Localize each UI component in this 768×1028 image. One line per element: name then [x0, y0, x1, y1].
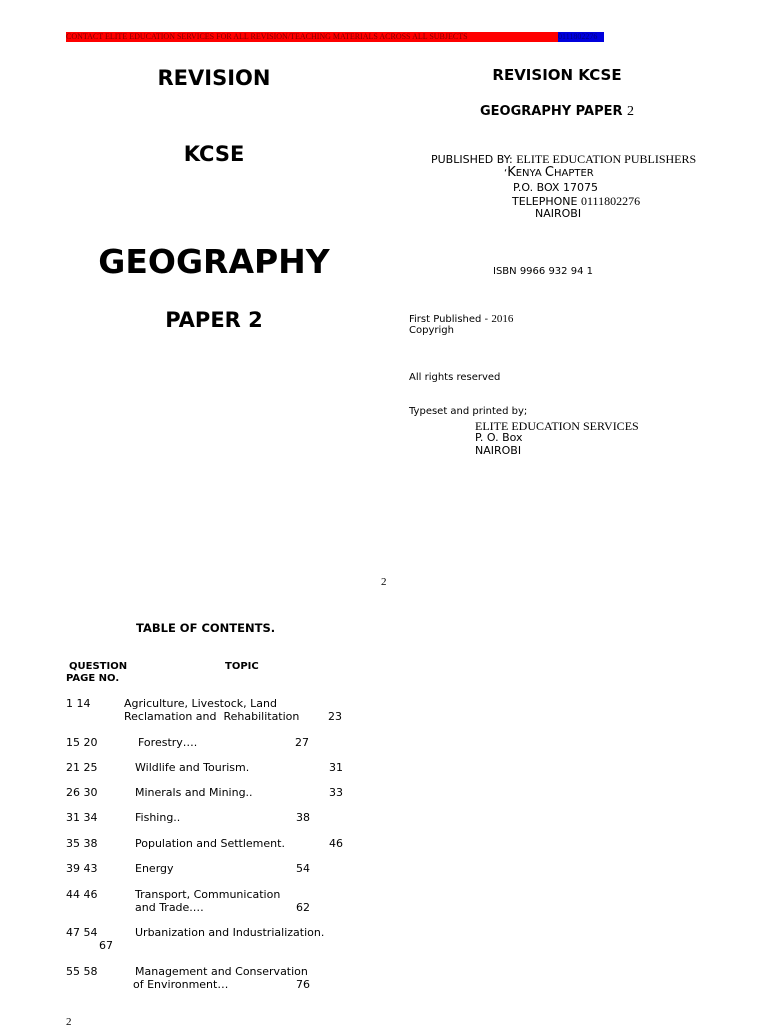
toc-topic: Energy	[135, 862, 174, 875]
banner-red-strip: CONTACT ELITE EDUCATION SERVICES FOR ALL REVISION/TEACHING MATERIALS ACROSS ALL SUBJECTS	[66, 32, 558, 42]
toc-topic-line2: and Trade.…	[135, 901, 204, 914]
po-box: P.O. BOX 17075	[513, 181, 598, 194]
toc-page: 33	[329, 786, 343, 799]
subtitle-text: GEOGRAPHY PAPER	[479, 104, 628, 119]
toc-page: 54	[296, 862, 310, 875]
toc-question-range: 47 54	[66, 926, 98, 939]
published-by-label: PUBLISHED BY:	[431, 153, 517, 166]
toc-page: 38	[296, 811, 310, 824]
page-number: 2	[381, 576, 387, 588]
toc-question-range: 26 30	[66, 786, 98, 799]
toc-heading: TABLE OF CONTENTS.	[136, 621, 276, 635]
first-published-year: 2016	[491, 313, 514, 325]
toc-topic: Population and Settlement.	[135, 837, 285, 850]
cover-title-geography: GEOGRAPHY	[98, 242, 330, 281]
chapter-c: C	[544, 165, 554, 180]
banner-blue-strip: 0111802276	[558, 32, 604, 42]
typeset-po-box: P. O. Box	[475, 431, 523, 444]
toc-topic: Minerals and Mining..	[135, 786, 253, 799]
toc-col-page: PAGE NO.	[66, 673, 120, 684]
first-published	[409, 313, 513, 325]
all-rights-reserved: All rights reserved	[409, 372, 501, 383]
toc-col-topic: TOPIC	[225, 661, 259, 672]
toc-question-range: 39 43	[66, 862, 98, 875]
toc-page: 31	[329, 761, 343, 774]
chapter-hapter: HAPTER	[553, 168, 594, 179]
cover-title-paper: PAPER 2	[165, 308, 263, 332]
city: NAIROBI	[535, 207, 582, 220]
cover-title-kcse: KCSE	[183, 142, 245, 166]
telephone-value: 0111802276	[581, 194, 641, 208]
toc-topic-line2: Reclamation and Rehabilitation	[124, 710, 300, 723]
typeset-city: NAIROBI	[475, 444, 522, 457]
typeset-label: Typeset and printed by;	[409, 406, 528, 417]
toc-topic: Agriculture, Livestock, Land	[124, 697, 277, 710]
subtitle-number: 2	[627, 104, 635, 119]
toc-page: 62	[296, 901, 310, 914]
toc-topic: Management and Conservation	[135, 965, 308, 978]
telephone-label: TELEPHONE	[512, 195, 581, 208]
toc-question-range: 44 46	[66, 888, 98, 901]
toc-question-range: 31 34	[66, 811, 98, 824]
cover-title-revision: REVISION	[157, 66, 271, 90]
toc-col-question: QUESTION	[69, 661, 128, 672]
published-by-value: ELITE EDUCATION PUBLISHERS	[516, 152, 697, 166]
chapter-k: K	[507, 165, 516, 180]
toc-topic-line2: of Environment…	[133, 978, 229, 991]
toc-topic: Transport, Communication	[135, 888, 281, 901]
page-number-bottom: 2	[66, 1016, 72, 1028]
first-published-label: First Published -	[409, 314, 492, 325]
toc-question-range: 35 38	[66, 837, 98, 850]
toc-question-range: 1 14	[66, 697, 91, 710]
contact-banner	[66, 32, 604, 42]
isbn: ISBN 9966 932 94 1	[493, 266, 593, 277]
chapter-line	[504, 165, 594, 180]
toc-page: 23	[328, 710, 342, 723]
toc-topic: Fishing..	[135, 811, 181, 824]
copyright-word: Copyrigh	[409, 325, 454, 336]
typeset-name: ELITE EDUCATION SERVICES	[475, 419, 639, 433]
publisher-subtitle	[400, 104, 714, 120]
toc-page: 67	[99, 939, 113, 952]
toc-page: 46	[329, 837, 343, 850]
toc-page: 76	[296, 978, 310, 991]
toc-question-range: 21 25	[66, 761, 98, 774]
toc-topic: Forestry….	[138, 736, 198, 749]
toc-question-range: 15 20	[66, 736, 98, 749]
toc-topic: Urbanization and Industrialization.	[135, 926, 325, 939]
chapter-enya: ENYA	[515, 168, 545, 179]
toc-question-range: 55 58	[66, 965, 98, 978]
publisher-title: REVISION KCSE	[492, 66, 622, 84]
toc-page: 27	[295, 736, 309, 749]
chapter-quote: ‘	[504, 168, 508, 179]
toc-topic: Wildlife and Tourism.	[135, 761, 250, 774]
